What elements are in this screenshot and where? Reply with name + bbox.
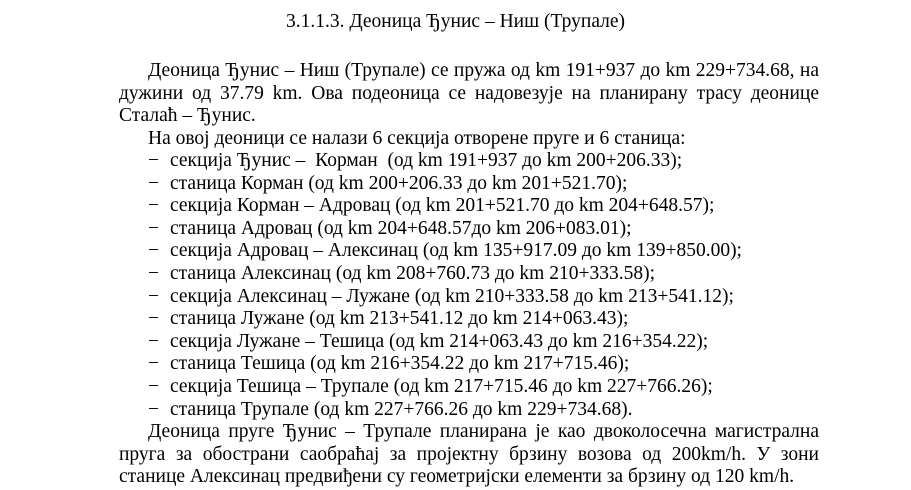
list-item-text: секција Ђунис – Корман (од km 191+937 до km 200+206.33); (170, 150, 683, 171)
bullet-dash-icon: − (148, 308, 159, 330)
list-item (0, 218, 911, 241)
list-item-text: секција Тешица – Трупале (од km 217+715.46 до km 227+766.26); (170, 375, 713, 397)
list-item-text: станица Лужане (од km 213+541.12 до km 214+063.43); (170, 308, 629, 330)
bullet-dash-icon: − (148, 262, 159, 284)
list-item (0, 263, 911, 286)
list-item (0, 195, 911, 218)
sections-stations-list (0, 150, 911, 421)
bullet-dash-icon: − (148, 195, 159, 217)
list-item-text: станица Тешица (од km 216+354.22 до km 217+715.46); (170, 353, 630, 375)
list-item (0, 173, 911, 196)
list-item (0, 331, 911, 354)
paragraph-section-extent: Деоница Ђунис – Ниш (Трупале) се пружа од km 191+937 до km 229+734.68, на дужини од 37.79 km. Ова подеоница се надовезује на планирану трасу деонице Сталаћ – Ђунис. (119, 60, 819, 126)
bullet-dash-icon: − (148, 172, 159, 194)
bullet-dash-icon: − (148, 330, 159, 352)
list-item-text: секција Корман – Адровац (од km 201+521.70 до km 204+648.57); (170, 195, 715, 217)
list-item-text: секција Лужане – Тешица (од km 214+063.43 до km 216+354.22); (170, 330, 709, 352)
list-item-text: станица Корман (од km 200+206.33 до km 201+521.70); (170, 172, 628, 194)
bullet-dash-icon: − (148, 150, 159, 171)
list-item-text: секција Алексинац – Лужане (од km 210+333.58 до km 213+541.12); (170, 285, 734, 307)
list-item (0, 353, 911, 376)
list-item (0, 376, 911, 399)
list-item-text: станица Алексинац (од km 208+760.73 до km 210+333.58); (170, 262, 655, 284)
list-item (0, 150, 911, 173)
bullet-dash-icon: − (148, 353, 159, 375)
section-heading: 3.1.1.3. Деоница Ђунис – Ниш (Трупале) (285, 11, 626, 32)
bullet-dash-icon: − (148, 240, 159, 262)
list-item-text: секција Адровац – Алексинац (од km 135+917.09 до km 139+850.00); (170, 240, 742, 262)
bullet-dash-icon: − (148, 398, 159, 420)
bullet-dash-icon: − (148, 375, 159, 397)
list-item (0, 399, 911, 422)
bullet-dash-icon: − (148, 285, 159, 307)
list-intro: На овој деоници се налази 6 секција отворене пруге и 6 станица: (148, 128, 686, 149)
list-item-text: станица Адровац (од km 204+648.57до km 206+083.01); (170, 217, 632, 239)
list-item (0, 308, 911, 331)
list-item-text: станица Трупале (од km 227+766.26 до km 229+734.68). (170, 398, 633, 420)
list-item (0, 240, 911, 263)
list-item (0, 286, 911, 309)
paragraph-track-design: Деоница пруге Ђунис – Трупале планирана је као двоколосечна магистрална пруга за обострани саобраћај за пројектну брзину возова од 200km/h. У зони станице Алексинац предвиђени су геометријски елементи за брзину од 120 km/h. (119, 421, 819, 487)
bullet-dash-icon: − (148, 217, 159, 239)
